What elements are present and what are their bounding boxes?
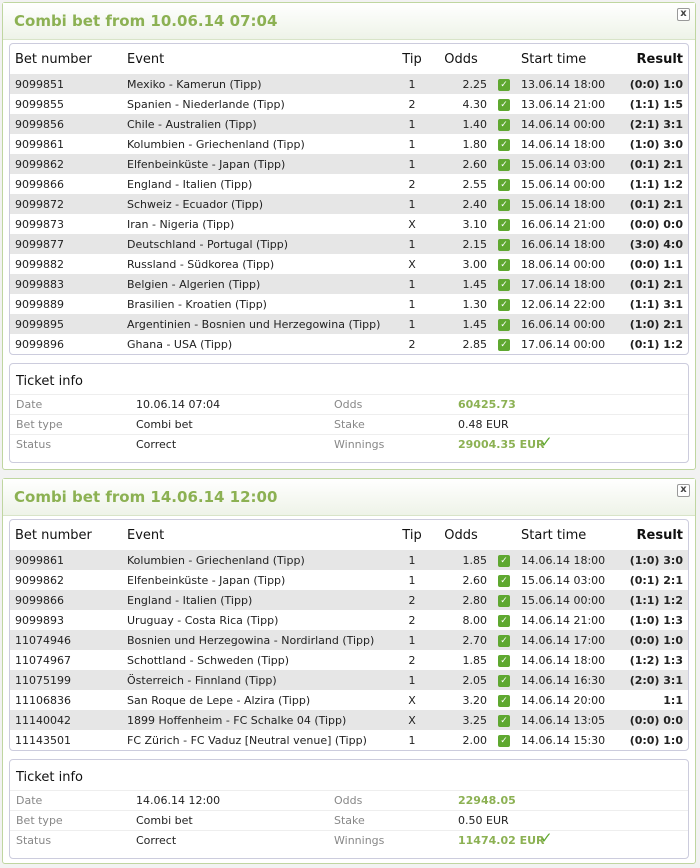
result-cell: (1:1) 1:2 — [629, 177, 683, 191]
result-cell: (2:0) 3:1 — [612, 670, 688, 690]
ticket-info-row — [10, 434, 688, 455]
start-time-cell: 14.06.14 15:30 — [521, 733, 606, 747]
tip-cell: 2 — [408, 337, 416, 351]
odds-cell: 1.40 — [430, 114, 492, 134]
winnings-label: Winnings — [334, 834, 385, 847]
check-icon: ✓ — [492, 254, 516, 274]
result-cell: (1:0) 3:0 — [629, 137, 683, 151]
check-icon: ✓ — [492, 610, 516, 630]
start-time-cell: 15.06.14 00:00 — [521, 177, 606, 191]
tip-cell: 2 — [408, 613, 416, 627]
result-cell: (0:1) 2:1 — [612, 194, 688, 214]
bet-number-cell: 9099866 — [10, 590, 122, 610]
bet-number-cell: 9099856 — [10, 114, 122, 134]
start-time-cell: 17.06.14 00:00 — [521, 337, 606, 351]
start-time-cell: 16.06.14 00:00 — [516, 314, 612, 334]
check-icon: ✓ — [492, 690, 516, 710]
check-icon: ✓ — [492, 630, 516, 650]
odds-cell: 2.55 — [462, 177, 487, 191]
bet-type-value: Combi bet — [136, 814, 193, 827]
odds-label: Odds — [334, 794, 363, 807]
result-cell: (1:1) 3:1 — [629, 297, 683, 311]
event-cell: Kolumbien - Griechenland (Tipp) — [122, 550, 394, 570]
check-icon: ✓ — [492, 74, 516, 94]
stake-label: Stake — [334, 418, 365, 431]
event-cell: 1899 Hoffenheim - FC Schalke 04 (Tipp) — [122, 710, 394, 730]
tip-cell: 1 — [408, 137, 416, 151]
result-cell: (1:0) 1:3 — [629, 613, 683, 627]
col-tip: Tip — [402, 51, 422, 67]
odds-cell: 2.60 — [462, 573, 487, 587]
table-row — [10, 710, 688, 730]
ticket-panel-1 — [2, 2, 696, 470]
start-time-cell: 14.06.14 16:30 — [516, 670, 612, 690]
result-cell: (1:1) 1:5 — [629, 97, 683, 111]
odds-cell: 1.30 — [462, 297, 487, 311]
event-cell: Chile - Australien (Tipp) — [122, 114, 394, 134]
check-icon: ✓ — [492, 274, 516, 294]
col-bet-number: Bet number — [15, 51, 92, 67]
table-row — [10, 194, 688, 214]
table-row — [10, 570, 688, 590]
bet-number-cell: 9099877 — [10, 234, 122, 254]
event-cell: Uruguay - Costa Rica (Tipp) — [127, 613, 279, 627]
check-icon: ✓ — [492, 134, 516, 154]
start-time-cell: 14.06.14 21:00 — [521, 613, 606, 627]
status-value: Correct — [136, 438, 177, 451]
bet-number-cell: 9099862 — [10, 154, 122, 174]
check-icon: ✓ — [492, 94, 516, 114]
odds-cell: 1.45 — [430, 274, 492, 294]
event-cell: Brasilien - Kroatien (Tipp) — [127, 297, 267, 311]
table-row — [10, 630, 688, 650]
tip-cell: X — [394, 710, 430, 730]
odds-cell: 2.40 — [430, 194, 492, 214]
table-row — [10, 234, 688, 254]
event-cell: Russland - Südkorea (Tipp) — [127, 257, 275, 271]
table-row — [10, 214, 688, 234]
bet-number-cell: 9099893 — [15, 613, 64, 627]
tip-cell: 1 — [408, 733, 416, 747]
odds-cell: 3.25 — [430, 710, 492, 730]
start-time-cell: 14.06.14 18:00 — [521, 653, 606, 667]
bet-number-cell: 9099861 — [15, 137, 64, 151]
check-icon: ✓ — [492, 334, 516, 354]
result-cell: (0:0) 1:0 — [612, 630, 688, 650]
tip-cell: 1 — [394, 670, 430, 690]
odds-cell: 1.85 — [430, 550, 492, 570]
status-value: Correct — [136, 834, 177, 847]
winnings-label: Winnings — [334, 438, 385, 451]
tip-cell: X — [408, 693, 416, 707]
check-icon: ✓ — [540, 829, 553, 847]
table-row — [10, 670, 688, 690]
table-row — [10, 254, 688, 274]
start-time-cell: 14.06.14 18:00 — [516, 550, 612, 570]
event-cell: Deutschland - Portugal (Tipp) — [122, 234, 394, 254]
bet-number-cell: 9099851 — [10, 74, 122, 94]
ticket-panel-2 — [2, 478, 696, 864]
event-cell: Mexiko - Kamerun (Tipp) — [122, 74, 394, 94]
event-cell: Kolumbien - Griechenland (Tipp) — [127, 137, 305, 151]
table-row — [10, 274, 688, 294]
start-time-cell: 13.06.14 21:00 — [521, 97, 606, 111]
col-tip: Tip — [402, 527, 422, 543]
check-icon: ✓ — [540, 433, 553, 451]
start-time-cell: 14.06.14 13:05 — [516, 710, 612, 730]
table-row — [10, 314, 688, 334]
bet-number-cell: 9099866 — [15, 177, 64, 191]
total-odds-value: 22948.05 — [458, 794, 516, 807]
result-cell: (0:1) 2:1 — [612, 154, 688, 174]
col-event: Event — [127, 527, 165, 543]
event-cell: Belgien - Algerien (Tipp) — [122, 274, 394, 294]
check-icon: ✓ — [492, 174, 516, 194]
tip-cell: 1 — [394, 74, 430, 94]
odds-cell: 1.85 — [462, 653, 487, 667]
bet-number-cell: 11143501 — [15, 733, 71, 747]
table-row — [10, 550, 688, 570]
ticket-info-title: Ticket info — [16, 770, 83, 785]
tip-cell: X — [408, 217, 416, 231]
tip-cell: 2 — [408, 653, 416, 667]
tip-cell: 1 — [394, 114, 430, 134]
event-cell: Argentinien - Bosnien und Herzegowina (Tipp) — [122, 314, 394, 334]
start-time-cell: 17.06.14 18:00 — [516, 274, 612, 294]
start-time-cell: 18.06.14 00:00 — [521, 257, 606, 271]
check-icon: ✓ — [492, 730, 516, 750]
check-icon: ✓ — [492, 154, 516, 174]
table-row — [10, 154, 688, 174]
event-cell: Spanien - Niederlande (Tipp) — [127, 97, 285, 111]
check-icon: ✓ — [492, 114, 516, 134]
bet-number-cell: 9099882 — [15, 257, 64, 271]
table-row — [10, 94, 688, 114]
result-cell: (0:0) 0:0 — [629, 217, 683, 231]
col-check — [492, 44, 516, 74]
bets-table-box — [9, 519, 689, 751]
ticket-info-box — [9, 363, 689, 463]
odds-cell: 2.25 — [430, 74, 492, 94]
tip-cell: 1 — [408, 297, 416, 311]
date-value: 14.06.14 12:00 — [136, 794, 221, 807]
odds-cell: 4.30 — [462, 97, 487, 111]
tip-cell: 1 — [394, 274, 430, 294]
start-time-cell: 15.06.14 18:00 — [516, 194, 612, 214]
check-icon: ✓ — [492, 570, 516, 590]
col-odds: Odds — [444, 51, 478, 67]
tip-cell: 2 — [408, 97, 416, 111]
odds-cell: 1.45 — [430, 314, 492, 334]
bet-type-value: Combi bet — [136, 418, 193, 431]
start-time-cell: 16.06.14 21:00 — [521, 217, 606, 231]
col-result: Result — [636, 527, 683, 543]
start-time-cell: 14.06.14 20:00 — [521, 693, 606, 707]
ticket-info-title: Ticket info — [16, 374, 83, 389]
odds-cell: 8.00 — [462, 613, 487, 627]
bet-number-cell: 9099873 — [15, 217, 64, 231]
date-label: Date — [16, 398, 43, 411]
odds-cell: 1.80 — [462, 137, 487, 151]
bet-number-cell: 9099889 — [15, 297, 64, 311]
start-time-cell: 16.06.14 18:00 — [516, 234, 612, 254]
tip-cell: 1 — [394, 314, 430, 334]
bets-table — [10, 44, 688, 354]
odds-cell: 2.80 — [430, 590, 492, 610]
table-row — [10, 174, 688, 194]
total-odds-value: 60425.73 — [458, 398, 516, 411]
event-cell: FC Zürich - FC Vaduz [Neutral venue] (Tipp) — [127, 733, 367, 747]
bet-type-label: Bet type — [16, 814, 63, 827]
odds-cell: 3.20 — [462, 693, 487, 707]
odds-cell: 2.15 — [430, 234, 492, 254]
start-time-cell: 12.06.14 22:00 — [521, 297, 606, 311]
event-cell: Bosnien und Herzegowina - Nordirland (Tipp) — [122, 630, 394, 650]
panel-header — [3, 3, 695, 40]
event-cell: Elfenbeinküste - Japan (Tipp) — [127, 573, 286, 587]
table-row — [10, 134, 688, 154]
result-cell: (0:1) 1:2 — [629, 337, 683, 351]
stake-value: 0.48 EUR — [458, 418, 509, 431]
table-row — [10, 610, 688, 630]
bet-number-cell: 11140042 — [10, 710, 122, 730]
check-icon: ✓ — [492, 194, 516, 214]
bet-number-cell: 11075199 — [10, 670, 122, 690]
table-row — [10, 690, 688, 710]
ticket-info-box — [9, 759, 689, 859]
check-icon: ✓ — [492, 670, 516, 690]
result-cell: (1:0) 3:0 — [612, 550, 688, 570]
status-label: Status — [16, 438, 52, 451]
result-cell: (0:0) 1:0 — [612, 74, 688, 94]
odds-cell: 2.00 — [462, 733, 487, 747]
bet-number-cell: 9099862 — [15, 573, 64, 587]
tip-cell: 1 — [394, 630, 430, 650]
ticket-info-row — [10, 414, 688, 435]
date-value: 10.06.14 07:04 — [136, 398, 221, 411]
result-cell: (0:0) 1:0 — [629, 733, 683, 747]
event-cell: England - Italien (Tipp) — [122, 590, 394, 610]
event-cell: Schweiz - Ecuador (Tipp) — [122, 194, 394, 214]
check-icon: ✓ — [492, 234, 516, 254]
tip-cell: 2 — [408, 177, 416, 191]
close-icon[interactable]: x — [677, 484, 690, 497]
start-time-cell: 15.06.14 00:00 — [516, 590, 612, 610]
bets-table — [10, 520, 688, 750]
tip-cell: 1 — [394, 550, 430, 570]
col-start-time: Start time — [521, 51, 587, 67]
odds-cell: 3.10 — [462, 217, 487, 231]
event-cell: Elfenbeinküste - Japan (Tipp) — [122, 154, 394, 174]
table-row — [10, 74, 688, 94]
check-icon: ✓ — [492, 294, 516, 314]
bet-number-cell: 9099883 — [10, 274, 122, 294]
tip-cell: 1 — [394, 194, 430, 214]
bets-table-box — [9, 43, 689, 355]
bet-number-cell: 9099895 — [10, 314, 122, 334]
result-cell: (0:1) 2:1 — [612, 274, 688, 294]
close-icon[interactable]: x — [677, 8, 690, 21]
odds-cell: 2.70 — [430, 630, 492, 650]
panel-title: Combi bet from 10.06.14 07:04 — [14, 12, 278, 30]
bet-number-cell: 9099896 — [15, 337, 64, 351]
ticket-info-row — [10, 810, 688, 831]
result-cell: (3:0) 4:0 — [612, 234, 688, 254]
event-cell: Österreich - Finnland (Tipp) — [122, 670, 394, 690]
event-cell: England - Italien (Tipp) — [127, 177, 253, 191]
odds-cell: 2.85 — [462, 337, 487, 351]
start-time-cell: 14.06.14 17:00 — [516, 630, 612, 650]
bet-type-label: Bet type — [16, 418, 63, 431]
panel-header — [3, 479, 695, 516]
table-header — [10, 520, 688, 550]
check-icon: ✓ — [492, 214, 516, 234]
table-header — [10, 44, 688, 74]
result-cell: (0:0) 1:1 — [629, 257, 683, 271]
start-time-cell: 13.06.14 18:00 — [516, 74, 612, 94]
table-row — [10, 294, 688, 314]
table-row — [10, 114, 688, 134]
stake-value: 0.50 EUR — [458, 814, 509, 827]
odds-cell: 3.00 — [462, 257, 487, 271]
odds-label: Odds — [334, 398, 363, 411]
panel-title: Combi bet from 14.06.14 12:00 — [14, 488, 278, 506]
result-cell: (0:1) 2:1 — [629, 573, 683, 587]
check-icon: ✓ — [492, 590, 516, 610]
stake-label: Stake — [334, 814, 365, 827]
ticket-info-row — [10, 394, 688, 415]
bet-number-cell: 11074946 — [10, 630, 122, 650]
start-time-cell: 15.06.14 03:00 — [516, 154, 612, 174]
col-result: Result — [636, 51, 683, 67]
table-row — [10, 650, 688, 670]
bet-number-cell: 9099872 — [10, 194, 122, 214]
result-cell: (1:1) 1:2 — [612, 590, 688, 610]
bet-number-cell: 9099855 — [15, 97, 64, 111]
check-icon: ✓ — [492, 314, 516, 334]
status-label: Status — [16, 834, 52, 847]
event-cell: San Roque de Lepe - Alzira (Tipp) — [127, 693, 311, 707]
start-time-cell: 14.06.14 18:00 — [521, 137, 606, 151]
winnings-value: 11474.02 EUR — [458, 834, 545, 847]
start-time-cell: 15.06.14 03:00 — [521, 573, 606, 587]
event-cell: Ghana - USA (Tipp) — [127, 337, 233, 351]
result-cell: 1:1 — [663, 693, 683, 707]
bet-number-cell: 11106836 — [15, 693, 71, 707]
col-start-time: Start time — [521, 527, 587, 543]
event-cell: Schottland - Schweden (Tipp) — [127, 653, 290, 667]
tip-cell: 1 — [394, 234, 430, 254]
result-cell: (1:0) 2:1 — [612, 314, 688, 334]
tip-cell: 1 — [394, 154, 430, 174]
check-icon: ✓ — [492, 650, 516, 670]
event-cell: Iran - Nigeria (Tipp) — [127, 217, 235, 231]
tip-cell: 2 — [394, 590, 430, 610]
table-row — [10, 334, 688, 354]
tip-cell: 1 — [408, 573, 416, 587]
bet-number-cell: 9099861 — [10, 550, 122, 570]
date-label: Date — [16, 794, 43, 807]
col-event: Event — [127, 51, 165, 67]
odds-cell: 2.60 — [430, 154, 492, 174]
col-odds: Odds — [444, 527, 478, 543]
winnings-value: 29004.35 EUR — [458, 438, 545, 451]
ticket-info-row — [10, 830, 688, 851]
tip-cell: X — [408, 257, 416, 271]
bet-number-cell: 11074967 — [15, 653, 71, 667]
odds-cell: 2.05 — [430, 670, 492, 690]
start-time-cell: 14.06.14 00:00 — [516, 114, 612, 134]
result-cell: (0:0) 0:0 — [612, 710, 688, 730]
check-icon: ✓ — [492, 710, 516, 730]
ticket-info-row — [10, 790, 688, 811]
col-bet-number: Bet number — [15, 527, 92, 543]
result-cell: (2:1) 3:1 — [612, 114, 688, 134]
result-cell: (1:2) 1:3 — [629, 653, 683, 667]
table-row — [10, 590, 688, 610]
check-icon: ✓ — [492, 550, 516, 570]
table-row — [10, 730, 688, 750]
col-check — [492, 520, 516, 550]
